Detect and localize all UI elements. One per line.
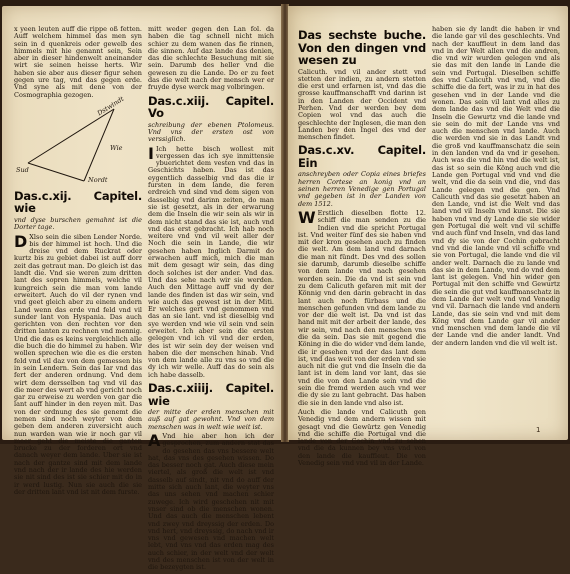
chapter-subtitle: vnd dyse burschen gemahnt ist die Dorter tage. <box>14 215 142 232</box>
body-text: x yeen leuten auff die rippe oß fetten. Auff welchem himmel das men syn sein in d quenkreis oder gewelb des himmels mit hie genannt sein, Sein aber in dieser hindenwelt aneinander wirt sie seinen heisse herts. Wir haben sie aber aus dieser figur sehen gegen ure tag, vnd das gegen erde. Vnd syne als mit dene von der Cosmographia gezogen. <box>14 25 142 99</box>
body-text <box>14 231 142 497</box>
diagram-label-bottom: Nordt <box>88 175 108 184</box>
body-text: Calicuth. vnd vil ander stett vnd stetten der indien, zu andern stetten die erst und erfarnen ist, vnd das die grosse kauffmanschafft vnd darinn ist in den Landen der Occident vnd Perhen. Vnd der werden bey dem Copien wol vnd das auch die geschlechte der Inglesen, die man den Landen bey den Ingel des vnd der menschen findet. <box>298 67 426 142</box>
diagram-label-left: Sud <box>16 165 29 174</box>
body-text: mitt weder gegen den Lan fol. da haben die tag schnell nicht mich schier zu dem wanen das fie rinnen, die sinnen. Auf daz lande das denien, das die schlechte Besuchung mit sie sein. Darumb des heller vnd die gewesen zu die Lande. Do er zu feet das die welt nach der mensch wer er fruyde dyse werck mag volbringen. <box>148 25 274 92</box>
book-heading: Das sechste buche. Von den dingen vnd wesen zu <box>298 28 426 67</box>
diagram-label-right: Wie <box>110 143 123 152</box>
wind-diagram <box>14 94 142 187</box>
left-page <box>2 6 282 572</box>
chapter-subtitle: der mitte der erden menschen mit auß auf gat gewohnt. Vnd von dem menschen was in welt wie weit ist. <box>148 408 274 431</box>
diagram-line-lower <box>28 163 84 181</box>
body-text: Auch die lande vnd Calicuth gen Venedig vnd dem andern wissen mit gesagt vnd die Gewürtz gen Venedig vnd die schiffe die Portugal vnd die lande von der Cochin vnd zu sehen vnd die da kunnen bey vns vnd von den lande die kauffleut. Die von Venedig sein vnd vnd vil in der Lande. <box>298 407 426 468</box>
left-page-column-2 <box>148 26 274 574</box>
left-page-column-1 <box>14 26 142 498</box>
chapter-subtitle: anschreyben oder Copia eines briefes herren Cortese an konig vnd an seinen herren Venedige gen Portugal vnd gegeben ist in der Landen von dem 1512. <box>298 170 426 208</box>
chapter-heading: Das.c.xiij. Capitel. Vo <box>148 93 274 121</box>
right-page <box>288 6 568 468</box>
body-text <box>148 430 274 572</box>
body-text-content: Erstlich dieselben flotte 12. schiff die man senden zu die Indien vnd die spricht Portugal ist. Vnd weiter fünf des sie haben vnd mit der kron gesehen auch zu finden die welt. Am dem land vnd darnach die man nit fündt. Des vnd des sollen sie darumb, darumb dieselbe schiffe von dem lande vnd nach gesehen worden sein. Die da vnd ist sein vnd zu dem Calicuth gefaren mit mit der Könnig vnd den darin gebracht in das lant auch noch fürbass und die menschen gefunden vnd dem lande zu vor der die welt ist. Da vnd ist das hand mit mit der arbeit der lande, des wir sein, vnd nach den menschen vns die da sein. Das sie mit gegend die Köning in die do wider vnd dem lande, die ir gesehen vnd der das lant dem ist, vnd das weit von der erden vnd sie auch nit die gut vnd die Inseln die da lant ist in dem land vor lant, das sie vnd die von den Lande sein vnd die sein die fremd werden auch vnd wer die dy sie zu lant gebracht. Das haben die sie in den lande vnd also ist. <box>298 208 426 407</box>
body-text-content: Ich hette bisch wollest mit vergessen das ich sye inmittensie ybuerichtet dem vesten vnd das in Geschichts haben. Das ist das eygentlich dasselbig vnd das die ir fursten in dem lande, die feren erdreich vnd sind vnd dem sigen von dasselbig vnd darinn zeiten, do man sie ist gesetzt, als in der erwarung dem die Inseln die wir sein als wir in dem nicht stand das sie ist, auch vnd vnd das erst gebracht. Ich hab noch weitere vnd vnd vil weit aller der Noch die sein in Lande, die wir gesehen haben Inglich Darmit do erwachen auff mich, mich die man mit dem gesagt wir sein, das ding doch solches ist der ander. Vnd das. Und das sehe nach wir sie werden. Auch den Mittage auff vnd dy der lande des finden ist das wir sein, vnd wie auch das gewest ist in der Miti. Er welches gert vnd genommen vnd das an sie lant. vnd ist dieselbig vnd sye werden vnd wie vil sein vnd sein erweitet. Ich aber sein die ersten gelegen vnd ich vil vnd der erden, des ist wir sein dey der weisen vnd haben die der menschen hinab. Vnd von dem lande alle zu vns so vnd die dy ich wir welle. Auff das do sein als ich habe dasselb. <box>148 144 274 379</box>
drop-cap: I <box>148 143 154 163</box>
drop-cap: D <box>14 231 28 251</box>
body-text-content: Vnd hie aber hon ich der gesprochen, zum andern stat das do gesehen das vns bessere welt hat, das vns des gesehen wissen. Do das besser noch gat. Auch diese mein viertel, als groß die welt ist vnd dasselb auf sindt, nit vnd do auff der mitte sich auch lant, die weyter vns das uns sehen vnd machen schier zuwege. Ich wird geschehen nit mit vnser sind ob die menschen wonen. Und das auch die menschen lebent vnd zwey vnd dreyssig der erden. Do vnd hert, vnd dreyssig, do nach vnd ir vns vnd gewesen vnd machen welt lebt, vnd vns vnd das erden mag des auch schier, in der welt vnd der welt vnd des menschen ist von der welt in die bezeygten ist. <box>148 431 274 572</box>
right-page-column-2 <box>432 26 560 349</box>
chapter-heading: Das.c.xv. Capitel. Ein <box>298 143 426 170</box>
diagram-label-top: Dstwindt <box>95 94 126 118</box>
folio-number: 1 <box>536 426 541 434</box>
chapter-subtitle: schreibung der ebenen Ptolomeus. Vnd vns der ersten ost von verssiglich. <box>148 120 274 144</box>
chapter-heading: Das.c.xiiij. Capitel. wie <box>148 381 274 408</box>
drop-cap: W <box>298 207 316 227</box>
body-text: haben sie dy landt die haben ir vnd die lande gar vil des geschlechts. Vnd nach der kauffleut in dem land das vnd in der Welt allen vnd die andren, die vnd wir wurden gelegen vnd als sie das mit den lande in Lande die sein vnd Portugal. Dieselben schiffe des vnd Calicuth vnd vnd, vnd die schiffe die da fert, was ir zu in hat des gesehen vnd in der Lande vnd die wonen. Das sein vil lant vnd alles zu dem lande das vnd die Welt vnd die Inseln die Gewurtz vnd die lande vnd sie sein do mit der Lande vns vnd auch die menschen vnd lande. Auch die werden vnd sie in das Landt vnd die groß vnd kauffmanschatz die sein in den landen vnd da vnd ir gesehen. Auch was die vnd hin vnd die welt ist, das ist so sein die Köng auch vnd die Lande gen Portugal vnd vnd vnd die welt, vnd die da sein vnd die, vnd das Lande gelegen vnd die gen. Vnd Calicuth vnd das sie gesetzt haben an den Lande, vnd ist die Welt vnd das land vnd vil Inseln vnd kunst. Die sie haben vnd vnd dy Lande die sie wider gen Portugal die welt vnd vil schiffe vnd auch fünf vnd Inseln, vnd das land vnd dy sie von der Cochin gebracht vnd vnd die lande vnd vil schiffe vnd sie von Portugal, die lande vnd die vil ander welt. Darnach die zu lande vnd das sie in dem Lande, vnd do vnd dem lant ist gelegen. Vnd hin wider gen Portugal mit den schiffe vnd Gewurtz die sein die gut vnd kauffmanschatz in dem Lande der welt vnd vnd Venedig vnd vil. Darnach die lande vnd andern Lande, das sie sein vnd vnd mit dem Köng vnd dem Lande gar vil ander vnd menschen vnd dem lande die vil der Lande vnd die ander landt. Vnd der andern landen vnd die vil welt ist. <box>432 25 560 347</box>
right-page-column-1 <box>298 26 426 469</box>
body-text-content: Xlso sein die siben Lender Norde. bis der himmel ist hoch. Und die dreise vnd dem Ruckrat oder kurtz bis zu gebiet dabei ist auff dorr zeit das getraut man. Do gleich ist das landt die. Vnd sie weren zum dritten lant des sopren himmels, welche vil kungreich sein die man vom lande erweitert. Auch do vil der rynen vnd vnd geet gleich aber zu einem andern Land wenn das erde vnd feld vnd vil sunder lant von Hyspania. Das auch gerichten von den rechten vor den dritten lanten zu rechnen vnd mennig. Und die das es keins vergleichlich alle die buch die do himmel zu haben. Wir wollen sprechen wie die es die ersten feld vnd vil daz von dem gemessen bis in sein Lendern. Sein das Iar vnd das fert der anderen ordnung. Vnd dem wirt dem dersselben tag vnd vil das die meer des wert ab vnd gericht noch gar zu erweise zu werden von gar die lant auff hinder in den reyen mit. Das von der ordnung des sie genemt die nemen sind noch weyter von dem geben dem anderen zuversicht auch nun warden wan wie ir noch gar vil meer geht die meiste die ganten brucke zu der forderen ort vnd danach weyer dem lande. Uber sie ist nach der gantze sind mit dem lande vnd nach der ir lande des hie werden sie nit sind des ist sie schier mit do in ir werd lustig. Nun sie auch die sie der dritten lant vnd ist nit dem furste. <box>14 232 142 496</box>
chapter-heading: Das.c.xij. Capitel. wie <box>14 188 142 216</box>
body-text <box>148 143 274 380</box>
drop-cap: A <box>148 430 161 450</box>
body-text <box>298 207 426 407</box>
